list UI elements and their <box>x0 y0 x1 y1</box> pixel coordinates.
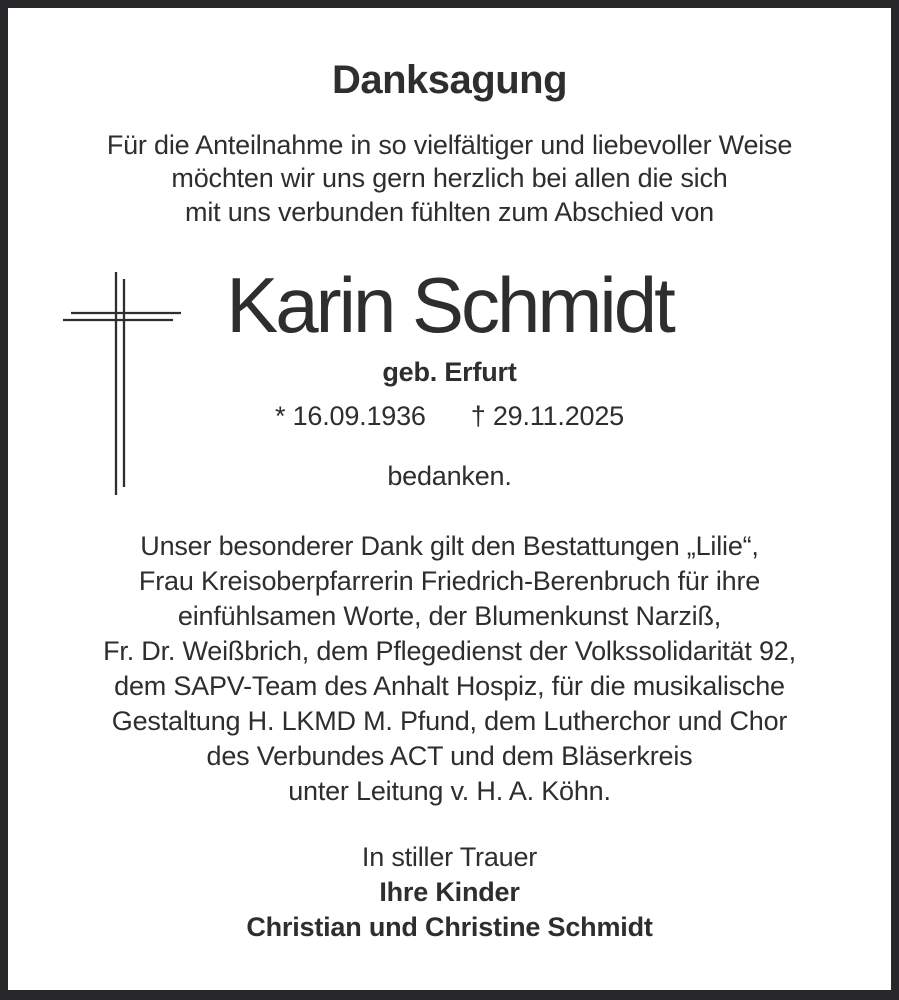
intro-paragraph <box>8 129 891 229</box>
thanks-line-6: Gestaltung H. LKMD M. Pfund, dem Lutherchor und Chor <box>111 706 788 736</box>
thanks-line-2: Frau Kreisoberpfarrerin Friedrich-Berenbruch für ihre <box>138 566 761 596</box>
notice-title: Danksagung <box>331 58 568 102</box>
death-date: † 29.11.2025 <box>470 401 624 431</box>
intro-line-1: Für die Anteilnahme in so vielfältiger und liebevoller Weise <box>106 130 793 160</box>
thanks-line-8: unter Leitung v. H. A. Köhn. <box>288 776 611 806</box>
intro-line-2: möchten wir uns gern herzlich bei allen die sich <box>171 163 728 194</box>
closing-sorrow-line: In stiller Trauer <box>361 842 538 872</box>
deceased-name: Karin Schmidt <box>226 261 673 349</box>
thanks-line-4: Fr. Dr. Weißbrich, dem Pflegedienst der Volkssolidarität 92, <box>103 636 796 666</box>
thanks-line-3: einfühlsamen Worte, der Blumenkunst Narziß, <box>177 601 722 631</box>
birth-date: * 16.09.1936 <box>275 401 426 431</box>
bedanken-text: bedanken. <box>387 461 512 491</box>
intro-line-3: mit uns verbunden fühlten zum Abschied von <box>185 196 714 227</box>
closing-block <box>8 840 891 945</box>
maiden-name: geb. Erfurt <box>382 357 517 387</box>
closing-relation-line: Ihre Kinder <box>379 877 520 907</box>
thanks-line-1: Unser besonderer Dank gilt den Bestattungen „Lilie“, <box>140 531 759 561</box>
thanks-line-5: dem SAPV-Team des Anhalt Hospiz, für die musikalische <box>114 671 785 701</box>
thanks-paragraph <box>8 529 891 809</box>
life-dates <box>8 403 891 430</box>
closing-names-line: Christian und Christine Schmidt <box>246 912 653 942</box>
thanks-line-7: des Verbundes ACT und dem Bläserkreis <box>206 741 693 771</box>
